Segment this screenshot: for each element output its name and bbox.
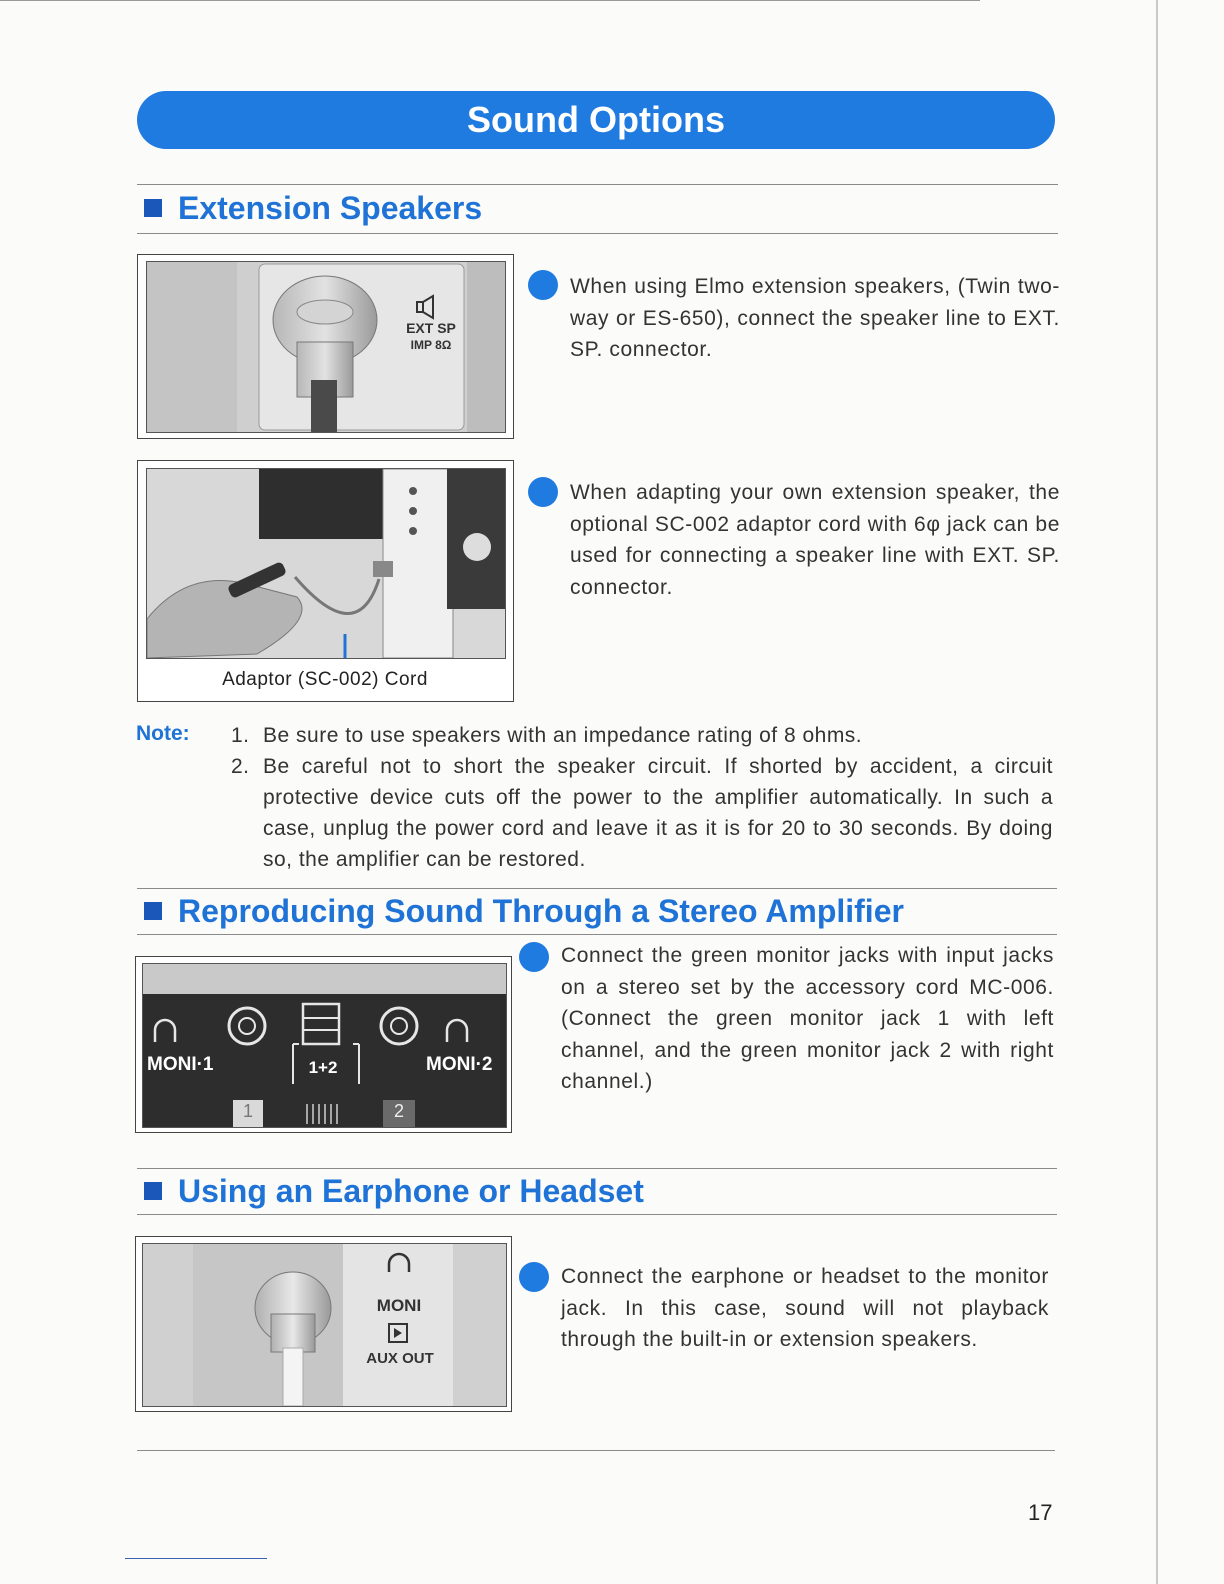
ext-sp-label-line2: IMP 8Ω	[410, 338, 452, 352]
section-title-text: Reproducing Sound Through a Stereo Amplifier	[178, 892, 904, 929]
section-rule-top	[137, 1168, 1057, 1169]
note-text: Be careful not to short the speaker circuit. If shorted by accident, a circuit protective device cuts off the power to the amplifier automatically. In such a case, unplug the power cord and leave it as it is for 20 to 30 seconds. By doing so, the amplifier can be restored.	[263, 755, 1053, 871]
page-number: 17	[1028, 1500, 1053, 1525]
photo-ext-sp	[146, 261, 506, 433]
square-bullet-icon	[144, 199, 162, 217]
footer-rule	[137, 1450, 1055, 1451]
adaptor-caption: Adaptor (SC-002) Cord	[222, 669, 428, 690]
bullet-icon	[528, 477, 558, 507]
section-rule-bottom	[137, 934, 1057, 935]
top-edge-rule	[0, 0, 980, 1]
adaptor-illustration	[147, 469, 505, 658]
channel-2-label: 2	[393, 1101, 404, 1121]
section-rule-bottom	[137, 1214, 1057, 1215]
bullet-icon	[519, 1262, 549, 1292]
moni-label: MONI	[376, 1296, 422, 1315]
section-heading-earphone	[144, 1171, 644, 1211]
photo-monitor-jack-frame	[135, 1236, 512, 1412]
photo-monitor-jacks	[142, 963, 507, 1128]
section-rule-top	[137, 888, 1057, 889]
photo-ext-sp-frame	[137, 254, 514, 439]
section-rule-bottom	[137, 233, 1058, 234]
ext-sp-label	[391, 320, 471, 354]
bottom-edge-line	[125, 1558, 267, 1559]
section-title-text: Extension Speakers	[178, 189, 483, 226]
moni1-label: MONI·1	[147, 1054, 214, 1075]
monitor-jack-illustration	[143, 1244, 506, 1406]
aux-out-label: AUX OUT	[366, 1350, 434, 1367]
square-bullet-icon	[144, 902, 162, 920]
photo-adaptor	[146, 468, 506, 659]
photo-monitor-jacks-frame	[135, 956, 512, 1133]
channel-1-label: 1	[242, 1101, 253, 1121]
section-heading-stereo	[144, 891, 904, 931]
note-item	[231, 720, 1053, 751]
section-title-text: Using an Earphone or Headset	[178, 1172, 644, 1209]
monitor-jacks-illustration	[143, 964, 506, 1127]
bullet-icon	[528, 270, 558, 300]
moni2-label: MONI·2	[426, 1054, 493, 1075]
note-label: Note:	[136, 722, 190, 745]
switch-label: 1+2	[308, 1058, 338, 1077]
note-text: Be sure to use speakers with an impedance rating of 8 ohms.	[263, 724, 863, 747]
extension-item-2: When adapting your own extension speaker, the optional SC-002 adaptor cord with 6φ jack can be used for connecting a speaker line with EXT. SP. connector.	[570, 481, 1060, 599]
photo-adaptor-frame	[137, 460, 514, 702]
earphone-item-1: Connect the earphone or headset to the monitor jack. In this case, sound will not playback through the built-in or extension speakers.	[561, 1265, 1049, 1351]
ext-sp-label-line1: EXT SP	[406, 320, 456, 336]
square-bullet-icon	[144, 1182, 162, 1200]
bullet-icon	[519, 942, 549, 972]
page-title: Sound Options	[467, 99, 725, 140]
page-title-banner	[137, 91, 1055, 149]
note-number: 1.	[231, 724, 250, 747]
page-edge	[1156, 0, 1158, 1584]
section-rule-top	[137, 184, 1058, 185]
extension-item-1: When using Elmo extension speakers, (Twin two-way or ES-650), connect the speaker line to EXT. SP. connector.	[570, 275, 1060, 361]
stereo-item-1: Connect the green monitor jacks with input jacks on a stereo set by the accessory cord MC-006. (Connect the green monitor jack 1 with left channel, and the green monitor jack 2 with right channel.)	[561, 944, 1054, 1093]
note-item	[231, 751, 1053, 875]
section-heading-extension	[144, 188, 482, 228]
note-number: 2.	[231, 755, 250, 778]
photo-monitor-jack	[142, 1243, 507, 1407]
